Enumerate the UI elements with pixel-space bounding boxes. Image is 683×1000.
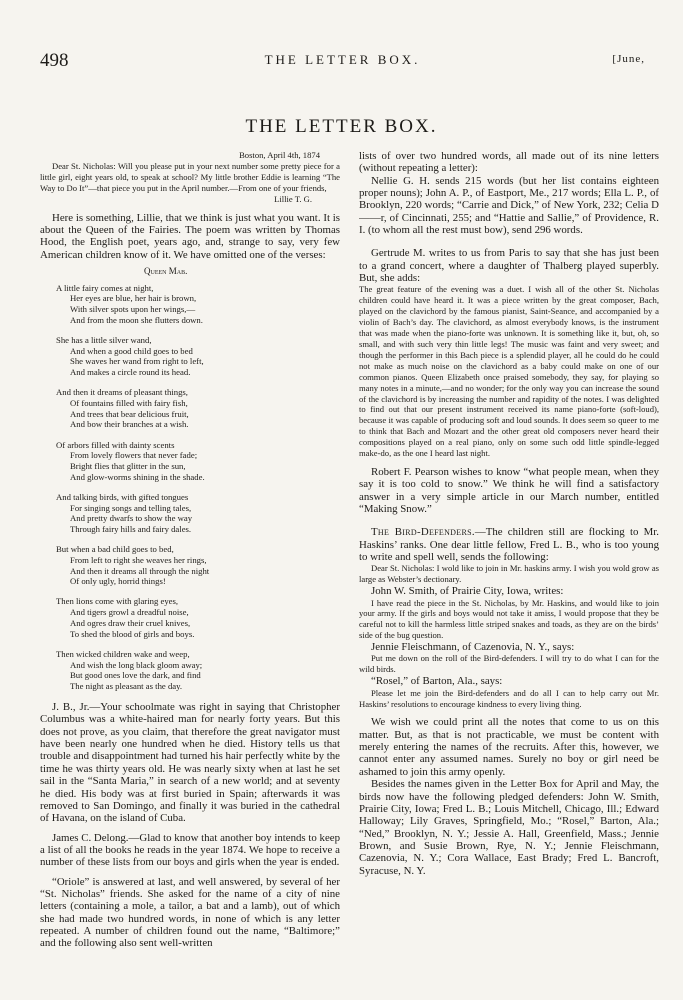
poem-line: And then it dreams of pleasant things, — [56, 387, 188, 398]
poem-stanza — [56, 440, 340, 483]
poem-line: And pretty dwarfs to show the way — [70, 513, 193, 524]
poem-line: And glow-worms shining in the shade. — [70, 471, 205, 482]
rosel-quote: Please let me join the Bird-defenders and do all I can to help carry out Mr. Haskins’ resolutions to encourage kindness to every living thing. — [359, 687, 659, 709]
poem-line: But good ones love the dark, and find — [70, 670, 201, 681]
poem-line: And makes a circle round its head. — [70, 367, 191, 378]
poem-line: Bright flies that glitter in the sun, — [70, 460, 186, 471]
poem-stanza — [56, 544, 340, 587]
letter-jb: J. B., Jr.—Your schoolmate was right in saying that Christopher Columbus was a white-haired man for nearly forty years. But this does not prove, as you claim, that therefore the great navigator must have been nearly one hundred when he died. History tells us that trouble and disappointment had turned his hair perfectly white by the time he was thirty years old. He was nearly sixty when at last he set sail in the “Santa Maria,” in search of a new world; and at seventy he died. His body was at first buried in Spain; afterwards it was removed to San Domingo, and finally it was buried in the cathedral of Havana, on the island of Cuba. — [40, 701, 340, 825]
john-quote: I have read the piece in the St. Nicholas, by Mr. Haskins, and would like to join your army. If the girls and boys would not take it amiss, I would propose that they be careful not to kill the harmless little striped snakes and toads, as they are on the birds’ side of the bug question. — [359, 597, 659, 641]
poem-line: She waves her wand from right to left, — [70, 356, 204, 367]
poem-line: Of fountains filled with fairy fish, — [70, 397, 188, 408]
poem-line: Then lions come with glaring eyes, — [56, 596, 179, 607]
poem-line: To shed the blood of girls and boys. — [70, 628, 195, 639]
poem-line: Then wicked children wake and weep, — [56, 648, 190, 659]
lillie-signature: Lillie T. G. — [274, 193, 312, 204]
poem-line: And bow their branches at a wish. — [70, 419, 189, 430]
poem-stanza — [56, 596, 340, 639]
defenders-list: Besides the names given in the Letter Box for April and May, the birds now have the following pledged defenders: John W. Smith, Prairie City, Iowa; Fred L. B.; Louis Mitchell, Chicago, Ill.; Edward Halloway; Lily Graves, Springfield, Mo.; “Rosel,” Barton, Ala.; “Ned,” Brooklyn, N. Y.; Jessie A. Hall, Greenfield, Mass.; Jennie Brown, and Susie Brown, Rye, N. Y.; Jennie Fleischmann, Cazenovia, N. Y.; Cora Wallace, East Brady; Fred L. Bancroft, Syracuse, N. Y. — [359, 778, 659, 877]
fred-quote: Dear St. Nicholas: I wold like to join in Mr. haskins army. I wish you wold grow as large as Webster’s dectionary. — [359, 563, 659, 585]
left-column — [40, 150, 340, 982]
section-title: THE LETTER BOX. — [245, 116, 438, 137]
poem-line: She has a little silver wand, — [56, 334, 152, 345]
poem-line: Of only ugly, horrid things! — [70, 576, 166, 587]
rosel-intro: “Rosel,” of Barton, Ala., says: — [371, 675, 503, 688]
right-column — [359, 150, 659, 982]
poem-stanza — [56, 387, 340, 430]
poem-stanza — [56, 335, 340, 378]
page-number: 498 — [40, 50, 69, 71]
lillie-letter: Dear St. Nicholas: Will you please put in your next number some pretty piece for a little girl, eight years old, to speak at school? My little brother Eddie is learning “The Way to Do It”—that piece you put in the April number.—From one of your friends, — [40, 160, 340, 193]
poem-line: And when a good child goes to bed — [70, 345, 193, 356]
jennie-intro: Jennie Fleischmann, of Cazenovia, N. Y., says: — [371, 641, 575, 654]
gertrude-quote: The great feature of the evening was a duet. I wish all of the other St. Nicholas children could have heard it. It was a piece written by the great composer, Bach, played on the clavichord by the famous pianist, Saint-Seance, and accompanied by a violin of Bach’s day. The clavichord, as almost everybody knows, is the instrument that was made when the piano-forte was unknown. It is something like it, but, oh, so small, and with such very thin little legs! The music was faint and very sweet; and though the performer in this Bach piece is a splendid player, all he could do he could not make as much noise on the clavichord as a baby could make on one of our common pianos. Queen Elizabeth once praised somebody, they say, for playing so many notes in a minute,—and no wonder; for the only way you can increase the sound of the clavichord is by increasing the number and rapidity of the notes. I was delighted to find out that our present instrument received its name piano-forte (soft-loud), because it was capable of producing soft and loud sounds. It does seem so queer to me to think that Bach and Mozart and the other great old composers never heard their compositions played on a real piano, only on some such odd little spindle-legged make-do, as the one I heard last night. — [359, 284, 659, 459]
poem-stanzas — [56, 283, 340, 692]
poem — [56, 266, 340, 692]
bird-defenders-heading: The Bird-Defenders. — [371, 526, 475, 539]
letter-robert: Robert F. Pearson wishes to know “what people mean, when they say it is too cold to snow.” We think he will find a satisfactory answer in a very simple article in our March number, entitled “Making Snow.” — [359, 465, 659, 515]
poem-line: And talking birds, with gifted tongues — [56, 491, 189, 502]
reply-intro: Here is something, Lillie, that we think is just what you want. It is about the Queen of the Fairies. The poem was written by Thomas Hood, the English poet, years ago, and, strange to say, very few American children know of it. We have omitted one of the verses: — [40, 211, 340, 261]
poem-stanza — [56, 649, 340, 692]
running-month: [June, — [612, 53, 645, 65]
running-title: THE LETTER BOX. — [264, 52, 421, 67]
john-intro: John W. Smith, of Prairie City, Iowa, writes: — [371, 585, 564, 598]
poem-line: Her eyes are blue, her hair is brown, — [70, 293, 197, 304]
oriole-continuation: lists of over two hundred words, all made out of its nine letters (without repeating a letter): — [359, 150, 659, 175]
bird-defenders-intro: —The children still are flocking to Mr. Haskins’ ranks. One dear little fellow, Fred L. B., who is too young to write and spell well, sends the following: — [359, 526, 659, 563]
poem-stanza — [56, 283, 340, 326]
letter-delong: James C. Delong.—Glad to know that another boy intends to keep a list of all the books he reads in the year 1874. We hope to receive a number of these lists from our boys and girls when the year is ended. — [40, 831, 340, 869]
letter-oriole: “Oriole” is answered at last, and well answered, by several of her “St. Nicholas” friends. She asked for the name of a city of nine letters (containing a mole, a tailor, a bat and a lamb), out of which she had made two hundred words, in none of which is any letter repeated. A number of children found out the name, “Baltimore;” and the following also sent well-written — [40, 875, 340, 950]
dateline: Boston, April 4th, 1874 — [239, 150, 320, 160]
poem-line: And wish the long black gloom away; — [70, 659, 203, 670]
poem-title: Queen Mab. — [144, 265, 188, 276]
poem-line: For singing songs and telling tales, — [70, 502, 192, 513]
page-header — [40, 50, 645, 70]
poem-line: And then it dreams all through the night — [70, 565, 210, 576]
poem-line: With silver spots upon her wings,— — [70, 304, 196, 315]
poem-line: The night as pleasant as the day. — [70, 680, 183, 691]
poem-line: Of arbors filled with dainty scents — [56, 439, 175, 450]
poem-line: Through fairy hills and fairy dales. — [70, 523, 192, 534]
poem-stanza — [56, 492, 340, 535]
poem-line: And from the moon she flutters down. — [70, 314, 203, 325]
editor-note: We wish we could print all the notes that come to us on this matter. But, as that is not practicable, we must be content with merely entering the names of the recruits. After this, however, we cannot enter any assumed names. Surely no boy or girl need be ashamed to join this army openly. — [359, 716, 659, 778]
bird-defenders — [359, 526, 659, 563]
poem-line: And tigers growl a dreadful noise, — [70, 607, 189, 618]
poem-line: A little fairy comes at night, — [56, 282, 154, 293]
poem-line: From lovely flowers that never fade; — [70, 450, 198, 461]
poem-line: From left to right she weaves her rings, — [70, 554, 207, 565]
poem-line: And trees that bear delicious fruit, — [70, 408, 189, 419]
word-list-senders: Nellie G. H. sends 215 words (but her list contains eighteen proper nouns); John A. P., of Eastport, Me., 217 words; Ella L. P., of Brooklyn, 220 words; “Carrie and Dick,” of New York, 232; Celia D——r, of Cincinnati, 255; and “Hattie and Sallie,” of Providence, R. I. (to whom all the rest must bow), send 296 words. — [359, 174, 659, 237]
poem-line: But when a bad child goes to bed, — [56, 544, 174, 555]
jennie-quote: Put me down on the roll of the Bird-defenders. I will try to do what I can for the wild birds. — [359, 653, 659, 675]
letter-gertrude: Gertrude M. writes to us from Paris to say that she has just been to a grand concert, where a daughter of Thalberg played superbly. But, she adds: — [359, 247, 659, 285]
poem-line: And ogres draw their cruel knives, — [70, 617, 191, 628]
